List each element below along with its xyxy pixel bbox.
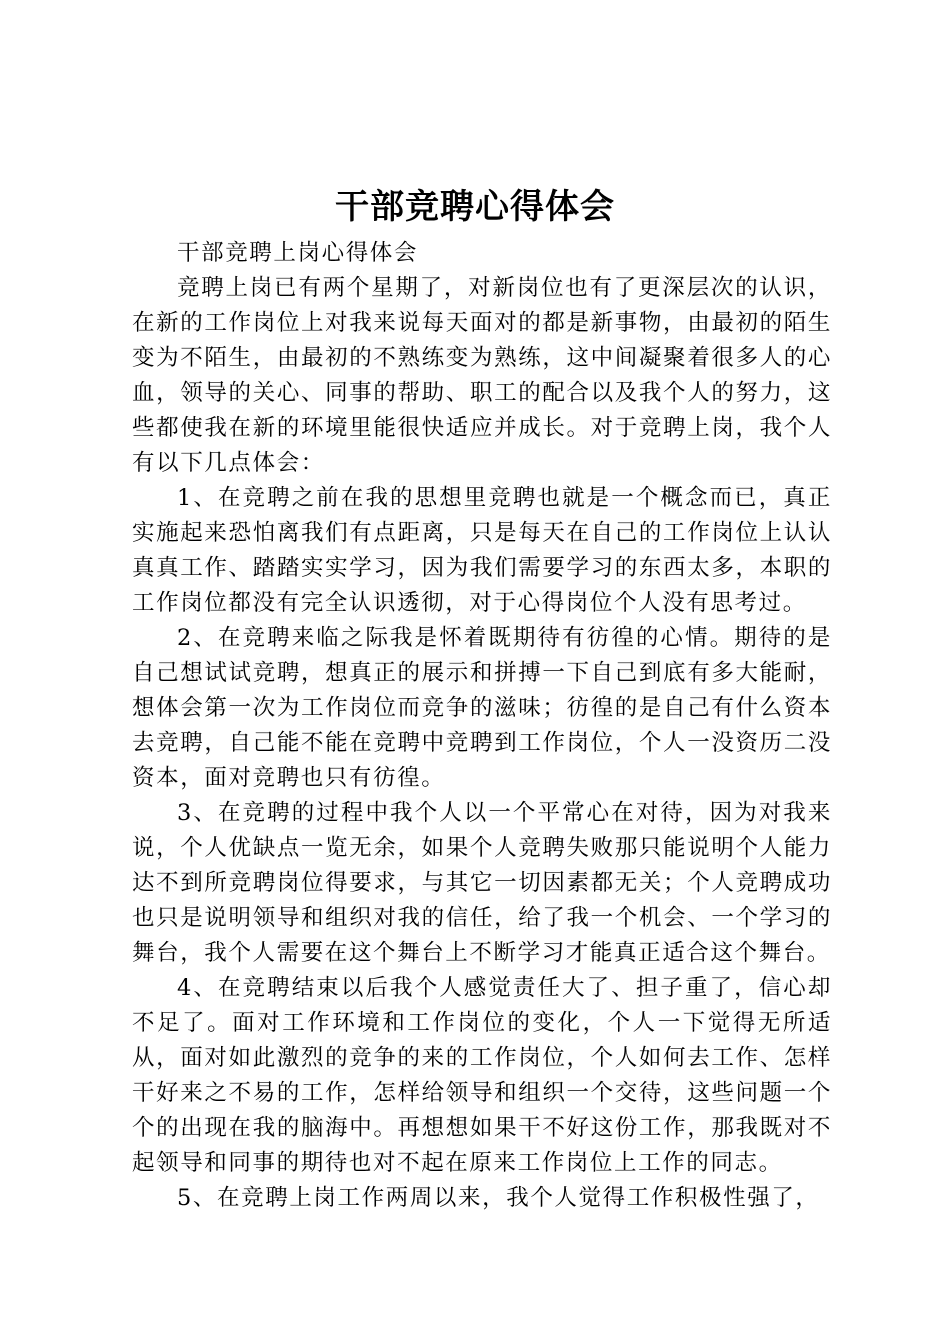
paragraph-intro: 竞聘上岗已有两个星期了，对新岗位也有了更深层次的认识，在新的工作岗位上对我来说每天面对的都是新事物，由最初的陌生变为不陌生，由最初的不熟练变为熟练，这中间凝聚着很多人的心血，领导的关心、同事的帮助、职工的配合以及我个人的努力，这些都使我在新的环境里能很快适应并成长。对于竞聘上岗，我个人有以下几点体会：	[132, 275, 832, 476]
paragraph-subtitle: 干部竞聘上岗心得体会	[177, 240, 419, 266]
document-body	[132, 236, 832, 1216]
paragraph-point-1: 1、在竞聘之前在我的思想里竞聘也就是一个概念而已，真正实施起来恐怕离我们有点距离，只是每天在自己的工作岗位上认认真真工作、踏踏实实学习，因为我们需要学习的东西太多，本职的工作岗位都没有完全认识透彻，对于心得岗位个人没有思考过。	[132, 485, 832, 616]
document-title: 干部竞聘心得体会	[335, 187, 615, 227]
paragraph-point-4: 4、在竞聘结束以后我个人感觉责任大了、担子重了，信心却不足了。面对工作环境和工作岗位的变化，个人一下觉得无所适从，面对如此激烈的竞争的来的工作岗位，个人如何去工作、怎样干好来之不易的工作，怎样给领导和组织一个交待，这些问题一个个的出现在我的脑海中。再想想如果干不好这份工作，那我既对不起领导和同事的期待也对不起在原来工作岗位上工作的同志。	[132, 975, 832, 1176]
paragraph-point-2: 2、在竞聘来临之际我是怀着既期待有彷徨的心情。期待的是自己想试试竞聘，想真正的展示和拼搏一下自己到底有多大能耐，想体会第一次为工作岗位而竞争的滋味；彷徨的是自己有什么资本去竞聘，自己能不能在竞聘中竞聘到工作岗位，个人一没资历二没资本，面对竞聘也只有彷徨。	[132, 625, 832, 791]
paragraph-point-3: 3、在竞聘的过程中我个人以一个平常心在对待，因为对我来说，个人优缺点一览无余，如果个人竞聘失败那只能说明个人能力达不到所竞聘岗位得要求，与其它一切因素都无关；个人竞聘成功也只是说明领导和组织对我的信任，给了我一个机会、一个学习的舞台，我个人需要在这个舞台上不断学习才能真正适合这个舞台。	[132, 800, 832, 966]
paragraph-point-5: 5、在竞聘上岗工作两周以来，我个人觉得工作积极性强了，	[177, 1185, 820, 1211]
